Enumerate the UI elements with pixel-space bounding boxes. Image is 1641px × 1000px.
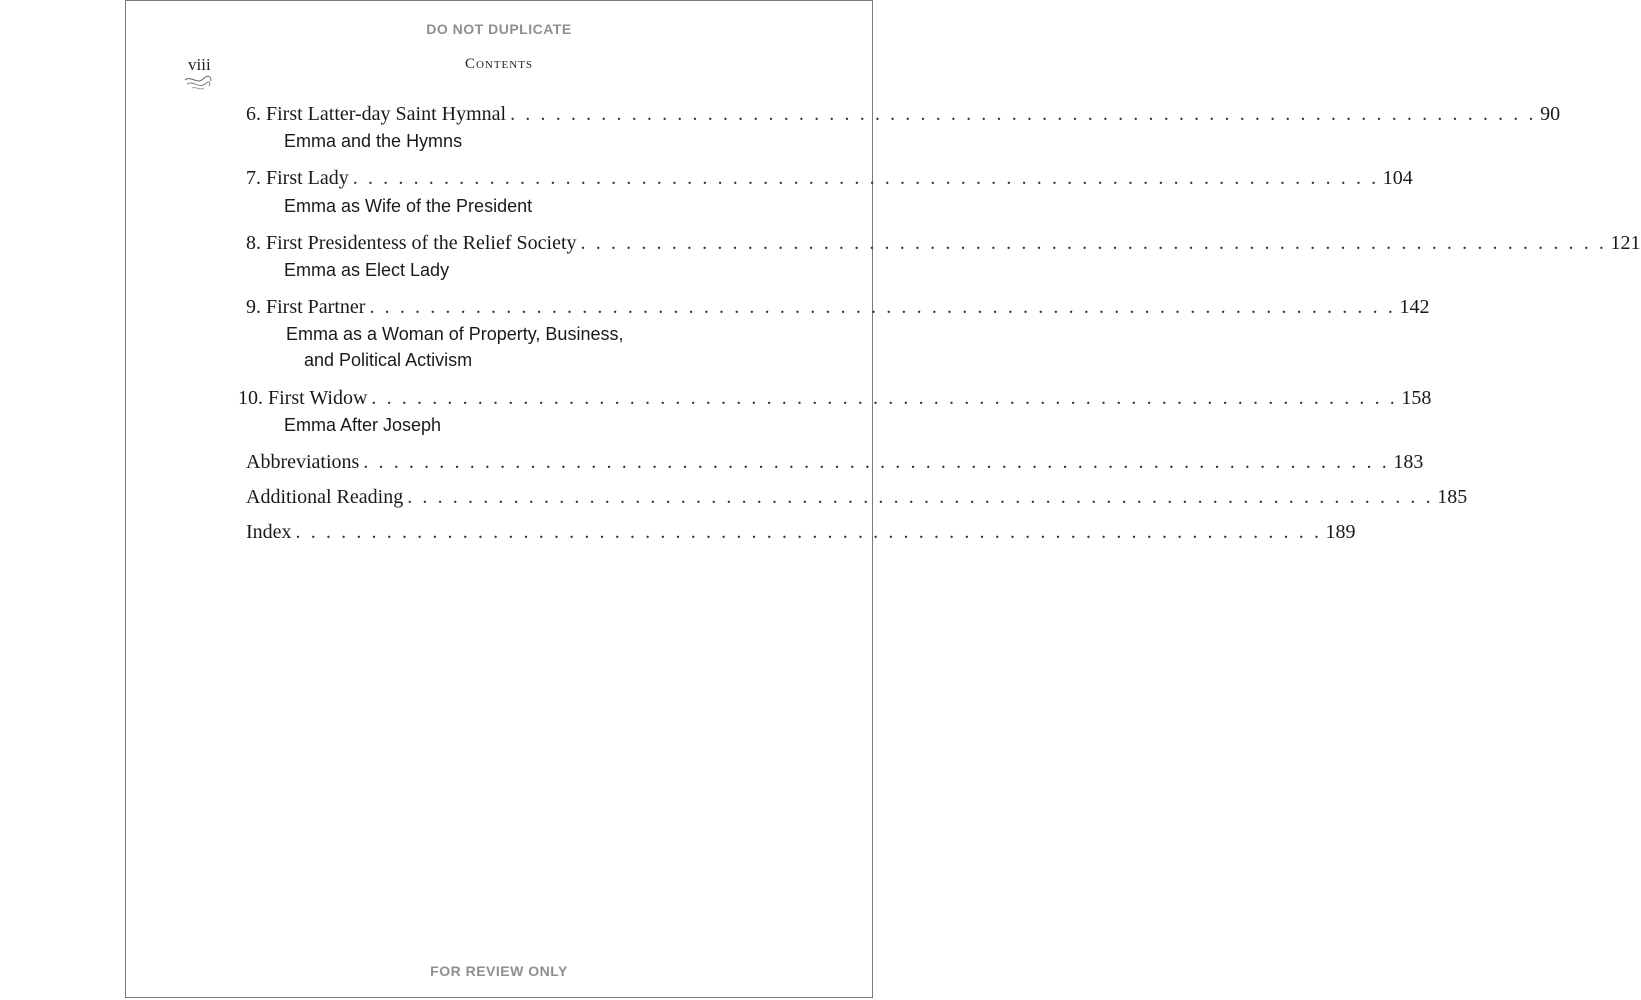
chapter-page-number: 104 [1382, 167, 1413, 189]
chapter-subtitle: Emma as Wife of the President [284, 196, 533, 216]
chapter-page-number: 158 [1401, 387, 1432, 409]
chapter-number: 9. [246, 296, 261, 318]
dot-leader: . . . . . . . . . . . . . . . . . . . . . . . . . . . . . . . . . . . . . . . . . . . . . . . . . . . . . . . . . . . . . . . . . . . . [369, 296, 1396, 318]
chapter-number: 8. [246, 232, 261, 254]
chapter-title: First Partner [266, 296, 366, 318]
chapter-page-number: 121 [1610, 232, 1641, 254]
back-matter-title: Index [246, 521, 292, 543]
back-matter-title: Abbreviations [246, 451, 360, 473]
chapter-page-number: 142 [1399, 296, 1430, 318]
back-matter-page-number: 183 [1393, 451, 1424, 473]
dot-leader: . . . . . . . . . . . . . . . . . . . . . . . . . . . . . . . . . . . . . . . . . . . . . . . . . . . . . . . . . . . . . . . . . . . . [580, 232, 1607, 254]
toc-entry-additional-reading[interactable] [246, 486, 1468, 509]
chapter-subtitle-continued: and Political Activism [304, 350, 473, 370]
toc-entry-index[interactable] [246, 521, 1356, 544]
table-of-contents [126, 1, 1641, 997]
toc-entry-chapter-9[interactable] [246, 296, 1430, 319]
back-matter-page-number: 189 [1325, 521, 1356, 543]
back-matter-page-number: 185 [1437, 486, 1468, 508]
chapter-title: First Presidentess of the Relief Society [266, 232, 577, 254]
dot-leader: . . . . . . . . . . . . . . . . . . . . . . . . . . . . . . . . . . . . . . . . . . . . . . . . . . . . . . . . . . . . . . . . . . . . [352, 167, 1379, 189]
toc-entry-chapter-10[interactable] [238, 387, 1432, 410]
page-number-folio: viii [188, 55, 211, 74]
dot-leader: . . . . . . . . . . . . . . . . . . . . . . . . . . . . . . . . . . . . . . . . . . . . . . . . . . . . . . . . . . . . . . . . . . . . [371, 387, 1398, 409]
chapter-subtitle: Emma After Joseph [284, 415, 442, 435]
chapter-number: 6. [246, 103, 261, 125]
chapter-number: 10. [238, 387, 263, 409]
chapter-page-number: 90 [1540, 103, 1561, 125]
dot-leader: . . . . . . . . . . . . . . . . . . . . . . . . . . . . . . . . . . . . . . . . . . . . . . . . . . . . . . . . . . . . . . . . . . . . [510, 103, 1537, 125]
chapter-subtitle: Emma as a Woman of Property, Business, [286, 324, 624, 344]
chapter-subtitle: Emma and the Hymns [284, 131, 463, 151]
toc-entry-chapter-7[interactable] [246, 167, 1413, 190]
book-page [125, 0, 1641, 998]
chapter-subtitle: Emma as Elect Lady [284, 260, 450, 280]
dot-leader: . . . . . . . . . . . . . . . . . . . . . . . . . . . . . . . . . . . . . . . . . . . . . . . . . . . . . . . . . . . . . . . . . . . . [407, 486, 1434, 508]
running-head: Contents [464, 56, 534, 72]
chapter-title: First Latter-day Saint Hymnal [266, 103, 507, 125]
watermark-bottom: FOR REVIEW ONLY [430, 963, 568, 979]
back-matter-title: Additional Reading [246, 486, 404, 508]
dot-leader: . . . . . . . . . . . . . . . . . . . . . . . . . . . . . . . . . . . . . . . . . . . . . . . . . . . . . . . . . . . . . . . . . . . . [363, 451, 1390, 473]
chapter-title: First Widow [268, 387, 368, 409]
toc-entry-chapter-6[interactable] [246, 103, 1561, 126]
watermark-top: DO NOT DUPLICATE [426, 21, 572, 37]
chapter-title: First Lady [266, 167, 349, 189]
dot-leader: . . . . . . . . . . . . . . . . . . . . . . . . . . . . . . . . . . . . . . . . . . . . . . . . . . . . . . . . . . . . . . . . . . . . [295, 521, 1322, 543]
toc-entry-abbreviations[interactable] [246, 451, 1424, 474]
toc-entry-chapter-8[interactable] [246, 232, 1641, 255]
chapter-number: 7. [246, 167, 261, 189]
